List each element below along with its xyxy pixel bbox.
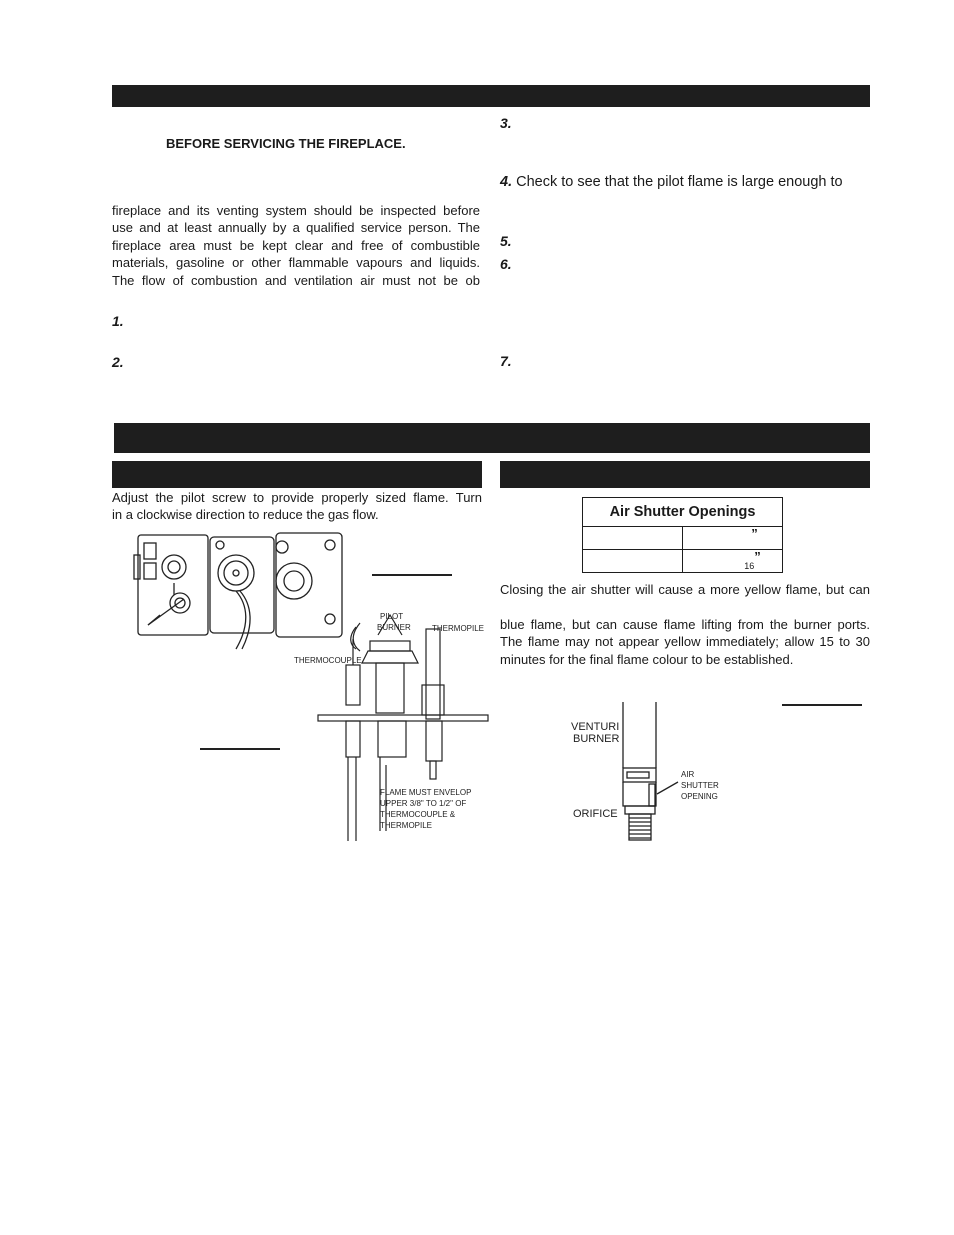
flame-note-line: FLAME MUST ENVELOP [380, 788, 472, 797]
inch-mark: ” [751, 525, 758, 541]
figure-caption-rule [200, 748, 280, 750]
intro-line: use and at least annually by a qualified service person. The [112, 220, 480, 236]
adjustments-header-bar [114, 423, 870, 453]
intro-paragraph [112, 202, 480, 289]
step-4-number: 4. [500, 174, 513, 190]
table-cell [683, 550, 783, 573]
pilot-paragraph [112, 489, 482, 524]
step-3-number: 3. [500, 115, 512, 131]
step-2-number: 2. [112, 354, 124, 370]
air-shutter-subheader-bar [500, 461, 870, 488]
step-1-number: 1. [112, 313, 124, 329]
intro-line: fireplace area must be kept clear and free of combustible [112, 237, 480, 253]
inch-mark: ” [754, 548, 761, 564]
step-4 [500, 174, 843, 190]
pilot-burner-label: BURNER [377, 623, 411, 632]
step-7-number: 7. [500, 353, 512, 369]
pilot-line: in a clockwise direction to reduce the gas flow. [112, 507, 379, 523]
flame-note-line: THERMOCOUPLE & [380, 810, 456, 819]
figure-caption-rule [372, 574, 452, 576]
flame-note-line: THERMOPILE [380, 821, 433, 830]
before-servicing-note: BEFORE SERVICING THE FIREPLACE. [166, 136, 406, 151]
intro-line: materials, gasoline or other flammable vapours and liquids. [112, 255, 480, 271]
pilot-burner-label: PILOT [380, 612, 404, 621]
venturi-label: VENTURI [571, 721, 620, 733]
table-cell [583, 527, 683, 550]
air-shutter-line: The flame may not appear yellow immediately; allow 15 to 30 [500, 634, 870, 650]
thermocouple-label: THERMOCOUPLE [294, 656, 362, 665]
air-shutter-line: Closing the air shutter will cause a more yellow flame, but can [500, 582, 870, 597]
intro-line: The flow of combustion and ventilation air must not be ob [112, 272, 480, 288]
burner-label: BURNER [573, 733, 620, 745]
pilot-assembly-illustration [290, 605, 490, 845]
orifice-label: ORIFICE [573, 808, 618, 820]
air-shutter-line [500, 598, 870, 615]
figure-caption-rule [782, 704, 862, 706]
step-4-text: Check to see that the pilot flame is large enough to [512, 174, 843, 190]
intro-line: fireplace and its venting system should be inspected before [112, 203, 480, 218]
step-6-number: 6. [500, 256, 512, 272]
air-shutter-table [582, 497, 783, 573]
air-label: AIR [681, 770, 695, 779]
air-shutter-paragraph [500, 581, 870, 668]
venturi-orifice-illustration [565, 700, 745, 850]
air-shutter-line: minutes for the final flame colour to be established. [500, 651, 794, 667]
shutter-label: SHUTTER [681, 781, 719, 790]
section-header-bar [112, 85, 870, 107]
thermopile-label: THERMOPILE [432, 624, 485, 633]
fraction-denominator: 16 [744, 560, 755, 571]
opening-label: OPENING [681, 792, 718, 801]
flame-note-line: UPPER 3/8" TO 1/2" OF [380, 799, 467, 808]
step-5-number: 5. [500, 233, 512, 249]
table-cell [683, 527, 783, 550]
pilot-adjustment-subheader-bar [112, 461, 482, 488]
air-shutter-line: blue flame, but can cause flame lifting from the burner ports. [500, 616, 870, 632]
air-shutter-table-title: Air Shutter Openings [583, 498, 783, 527]
pilot-line: Adjust the pilot screw to provide properly sized flame. Turn [112, 490, 482, 505]
table-cell [583, 550, 683, 573]
